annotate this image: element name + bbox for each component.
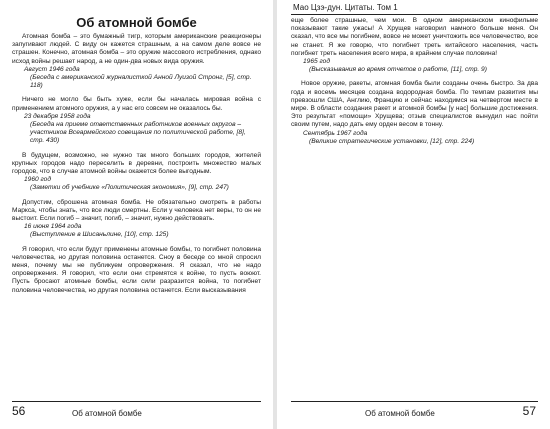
footer-rule [12,401,261,402]
quote-date: Сентябрь 1967 года [303,129,368,137]
left-page [0,0,273,429]
left-page-text [12,33,261,295]
quote-source: (Выступление в Шисаньлине, [10], стр. 125) [30,231,169,239]
chapter-title: Об атомной бомбе [76,15,197,30]
quote-source: (Беседа на приеме ответственных работников военных округов – участников Всеармейского совещания по политической работе, [8], стр. 430) [30,121,246,145]
quote-paragraph: Я говорил, что если будут применены атомные бомбы, то погибнет половина человечества, но другая половина останется. Сноу в беседе со мной спросил меня, почему мы не публикуем опровержения. Я сказал, что не надо опровержения. Я говорил, что если они стремятся к войне, то пусть воюют. Пусть бросают атомные бомбы, если сили разразится война, то погибнет половина человечества, но другая половина останется. Если высказывания [12,245,261,294]
quote-source: (Беседа с американской журналисткой Анной Луизой Стронг, [5], стр. 118) [30,74,252,90]
right-page [277,0,550,429]
quote-date: 16 июня 1964 года [24,223,82,231]
quote-source: (Заметки об учебнике «Политическая экономия», [9], стр. 247) [30,184,229,192]
quote-source: (Великие стратегические установки, [12], стр. 224) [309,137,475,145]
quote-paragraph: Атомная бомба – это бумажный тигр, которым американские реакционеры запугивают людей. С виду он кажется страшным, а на самом деле вовсе не страшен. Конечно, атомная бомба – это оружие массового истребления, однако исход войны решает народ, а не один-два новых вида оружия. [12,33,261,65]
page-number: 56 [12,404,26,418]
header-rule [291,14,538,15]
quote-date: 1965 год [303,58,330,66]
quote-date: Август 1946 года [24,65,80,73]
quote-paragraph: Ничего не могло бы быть хуже, если бы началась мировая война с применением атомного оружия, а у нас его совсем не оказалось бы. [12,96,261,112]
running-head: Мао Цзэ-дун. Цитаты. Том 1 [293,3,398,12]
quote-paragraph: В будущем, возможно, не нужно так много больших городов, жителей крупных городов надо переселить в деревни, построить множество малых городов, что в случае атомной войны окажется более выгодным. [12,151,261,176]
quote-date: 1960 год [24,176,51,184]
footer-title: Об атомной бомбе [365,409,435,418]
footer-rule [291,401,538,402]
quote-source: (Высказывания во время отчетов о работе, [11], стр. 9) [309,66,487,74]
right-page-text [291,17,538,146]
quote-paragraph: еще более страшные, чем мои. В одном американском кинофильме показывают такие ужасы! А Хрущев наговорил намного больше меня. Он сказал, что все мы погибнем, вовсе не может уничтожить все человечество, все не станет. Я же говорю, что погибнет треть китайского населения, часть погибнет треть населения всего мира, в крайнем случае половина! [291,17,538,57]
quote-date: 23 декабря 1958 года [24,112,91,120]
quote-paragraph: Новое оружие, ракеты, атомная бомба были созданы очень быстро. За два года и восемь месяцев создана водородная бомба. По темпам развития мы превзошли США, Англию, Францию и сейчас находимся на четвертом месте в мире. В области создания ракет и атомной бомбы [у нас] большие достижения. Это результат «помощи» Хрущева; отзыв специалистов вынудил нас пойти своим путем, надо дать ему орден весом в тонну. [291,80,538,129]
page-number: 57 [522,404,536,418]
quote-paragraph: Допустим, сброшена атомная бомба. Не обязательно смотреть в работы Маркса, чтобы знать, что все люди смертны. Если у человека нет веры, то он не выстоит. Если погиб – значит, погиб, – значит, нужно действовать. [12,198,261,223]
footer-title: Об атомной бомбе [72,409,142,418]
